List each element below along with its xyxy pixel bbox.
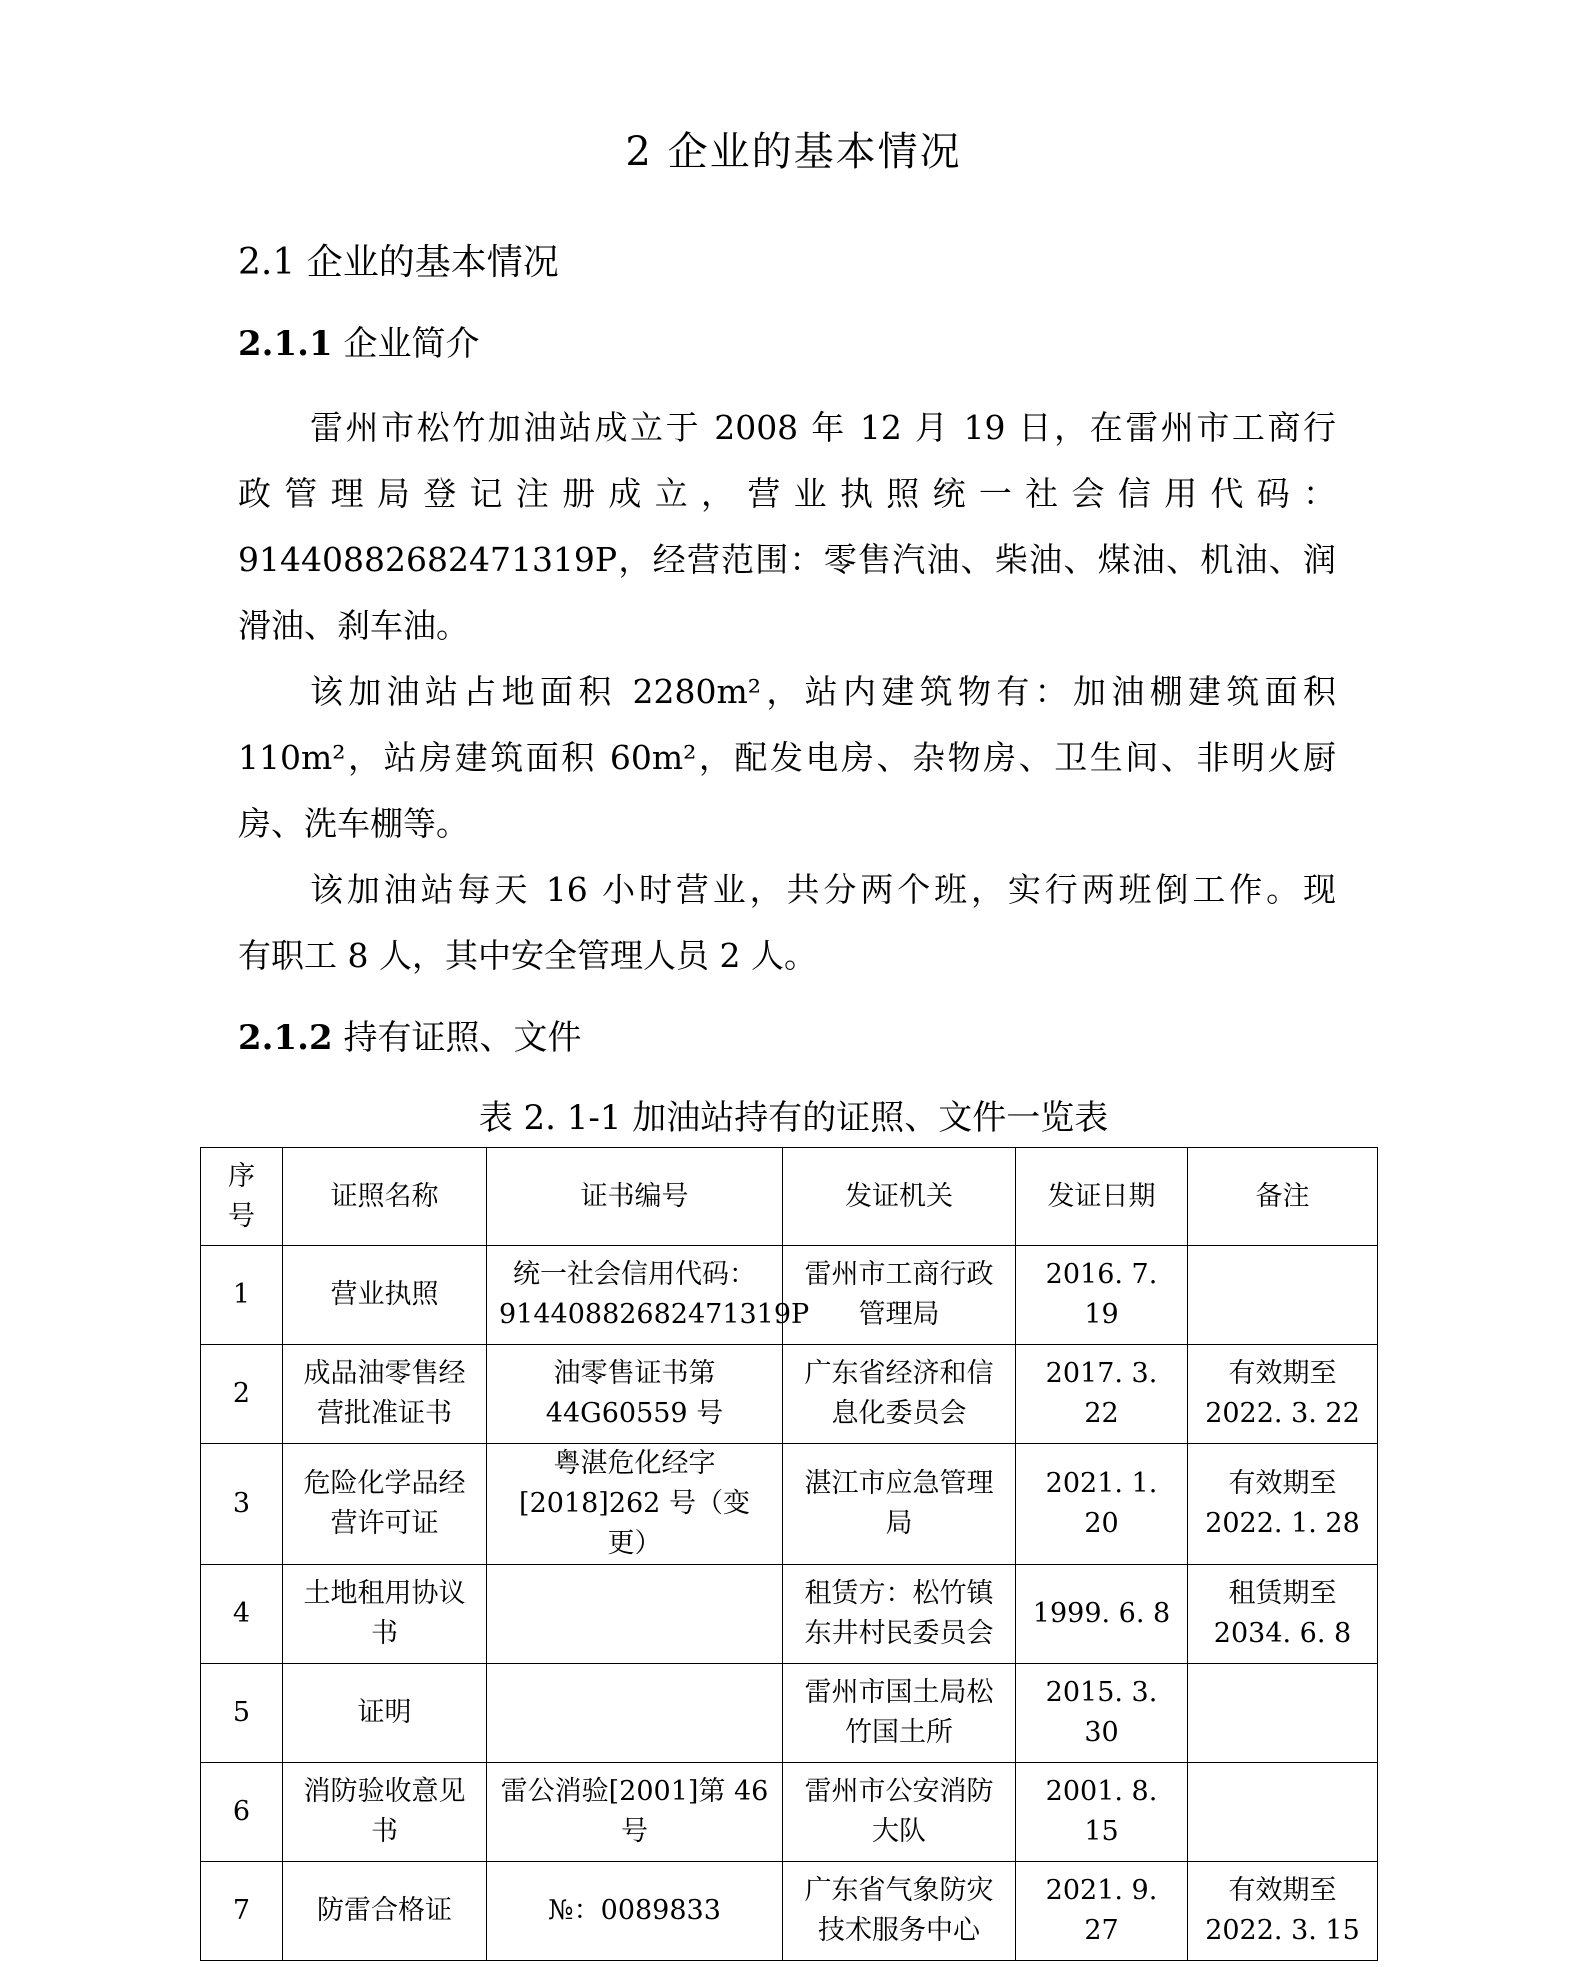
cell-name: 危险化学品经营许可证: [283, 1444, 487, 1565]
subsection-title: 持有证照、文件: [343, 1018, 582, 1058]
table-row: [201, 1246, 1378, 1345]
cell-issuer: 雷州市公安消防大队: [783, 1763, 1016, 1862]
cell-index: 1: [201, 1246, 283, 1345]
cell-remark: [1188, 1246, 1378, 1345]
cell-remark: 有效期至 2022. 3. 15: [1188, 1862, 1378, 1961]
chapter-title: 2 企业的基本情况: [625, 129, 962, 175]
table-row: [201, 1345, 1378, 1444]
table-row: [201, 1444, 1378, 1565]
header-cell-index: 序号: [201, 1148, 283, 1246]
cell-index: 3: [201, 1444, 283, 1565]
cell-date: 2017. 3. 22: [1016, 1345, 1188, 1444]
cell-issuer: 广东省气象防灾技术服务中心: [783, 1862, 1016, 1961]
table-header-row: [201, 1148, 1378, 1246]
table-row: [201, 1664, 1378, 1763]
cell-number: №：0089833: [487, 1862, 783, 1961]
cell-index: 2: [201, 1345, 283, 1444]
cell-issuer: 雷州市国土局松竹国土所: [783, 1664, 1016, 1763]
subsection-heading-certs: [238, 1014, 581, 1062]
section-title: 企业的基本情况: [306, 242, 559, 283]
cell-name: 证明: [283, 1664, 487, 1763]
cell-index: 4: [201, 1565, 283, 1664]
cell-index: 6: [201, 1763, 283, 1862]
paragraph-line: 政管理局登记注册成立，营业执照统一社会信用代码：: [238, 474, 1336, 513]
cell-number: 统一社会信用代码：91440882682471319P: [487, 1246, 783, 1345]
section-number: 2.1: [238, 242, 296, 283]
cell-issuer: 租赁方：松竹镇东井村民委员会: [783, 1565, 1016, 1664]
paragraph-line: 91440882682471319P，经营范围：零售汽油、柴油、煤油、机油、润: [238, 540, 1336, 579]
paragraph-site-area: [238, 659, 1336, 857]
cell-name: 防雷合格证: [283, 1862, 487, 1961]
paragraph-line: 雷州市松竹加油站成立于 2008 年 12 月 19 日，在雷州市工商行: [310, 408, 1336, 447]
paragraph-company-intro: [238, 395, 1336, 659]
cell-date: 2021. 9. 27: [1016, 1862, 1188, 1961]
cell-issuer: 广东省经济和信息化委员会: [783, 1345, 1016, 1444]
cell-remark: 有效期至 2022. 3. 22: [1188, 1345, 1378, 1444]
table-row: [201, 1565, 1378, 1664]
cell-remark: 租赁期至 2034. 6. 8: [1188, 1565, 1378, 1664]
cell-name: 土地租用协议书: [283, 1565, 487, 1664]
subsection-number: 2.1.2: [238, 1018, 333, 1058]
cell-date: 2016. 7. 19: [1016, 1246, 1188, 1345]
cell-remark: [1188, 1664, 1378, 1763]
cell-date: 2021. 1. 20: [1016, 1444, 1188, 1565]
subsection-heading-intro: [238, 320, 479, 368]
cell-date: 1999. 6. 8: [1016, 1565, 1188, 1664]
cell-date: 2015. 3. 30: [1016, 1664, 1188, 1763]
cell-number: [487, 1664, 783, 1763]
subsection-title: 企业简介: [343, 324, 480, 364]
cell-number: 粤湛危化经字 [2018]262 号（变更）: [487, 1444, 783, 1565]
cell-issuer: 雷州市工商行政管理局: [783, 1246, 1016, 1345]
cell-number: 油零售证书第 44G60559 号: [487, 1345, 783, 1444]
cell-remark: [1188, 1763, 1378, 1862]
header-cell-remark: 备注: [1188, 1148, 1378, 1246]
paragraph-staffing: [238, 857, 1336, 989]
table-row: [201, 1862, 1378, 1961]
paragraph-line: 该加油站每天 16 小时营业，共分两个班，实行两班倒工作。现: [310, 870, 1336, 909]
cell-index: 5: [201, 1664, 283, 1763]
header-cell-date: 发证日期: [1016, 1148, 1188, 1246]
certificates-table: [200, 1147, 1378, 1961]
cell-index: 7: [201, 1862, 283, 1961]
cell-number: [487, 1565, 783, 1664]
cell-date: 2001. 8. 15: [1016, 1763, 1188, 1862]
table-row: [201, 1763, 1378, 1862]
cell-remark: 有效期至 2022. 1. 28: [1188, 1444, 1378, 1565]
paragraph-line: 房、洗车棚等。: [238, 804, 469, 843]
subsection-number: 2.1.1: [238, 324, 333, 364]
cell-name: 营业执照: [283, 1246, 487, 1345]
cell-name: 消防验收意见书: [283, 1763, 487, 1862]
header-cell-issuer: 发证机关: [783, 1148, 1016, 1246]
paragraph-line: 有职工 8 人，其中安全管理人员 2 人。: [238, 936, 817, 975]
table-caption: 表 2. 1-1 加油站持有的证照、文件一览表: [478, 1098, 1109, 1138]
section-heading: [238, 238, 559, 288]
header-cell-number: 证书编号: [487, 1148, 783, 1246]
cell-name: 成品油零售经营批准证书: [283, 1345, 487, 1444]
cell-number: 雷公消验[2001]第 46 号: [487, 1763, 783, 1862]
header-cell-name: 证照名称: [283, 1148, 487, 1246]
paragraph-line: 该加油站占地面积 2280m²，站内建筑物有：加油棚建筑面积: [310, 672, 1336, 711]
cell-issuer: 湛江市应急管理局: [783, 1444, 1016, 1565]
paragraph-line: 滑油、刹车油。: [238, 606, 469, 645]
paragraph-line: 110m²，站房建筑面积 60m²，配发电房、杂物房、卫生间、非明火厨: [238, 738, 1336, 777]
